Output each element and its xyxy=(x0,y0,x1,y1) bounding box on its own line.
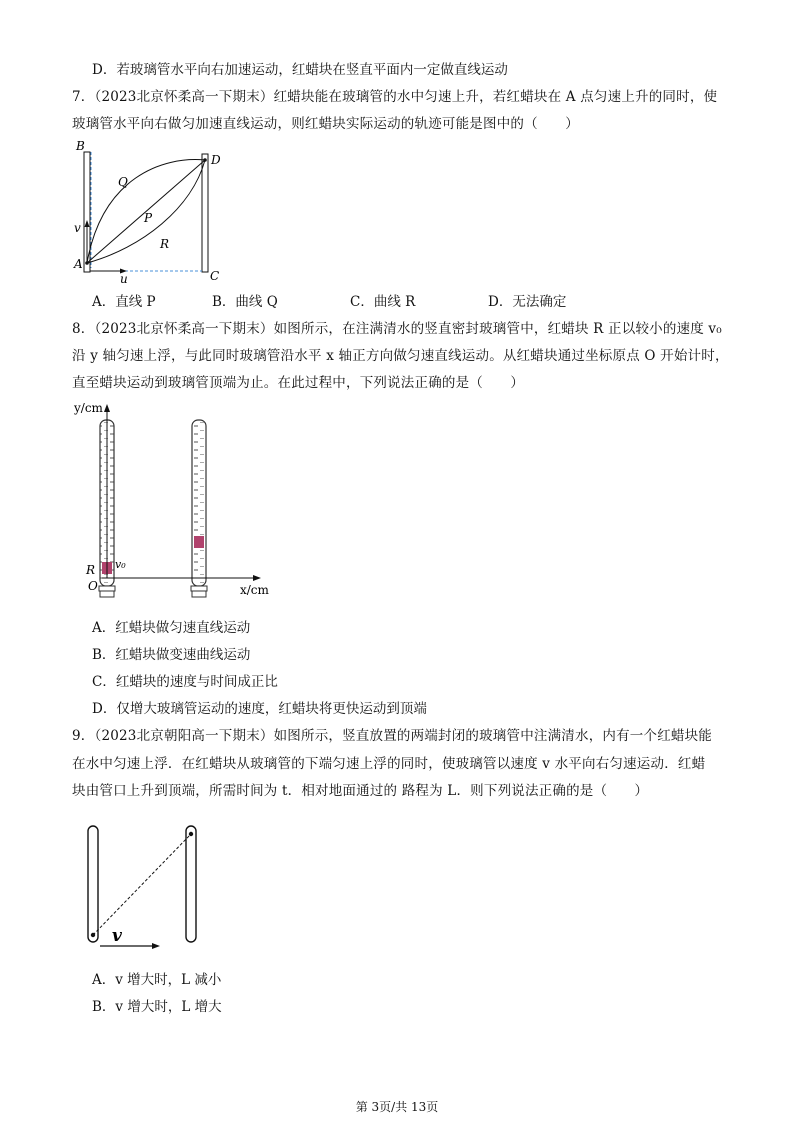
q8-x-axis-label: x/cm xyxy=(240,583,269,597)
q7-label-c: C xyxy=(210,269,220,283)
q7-label-u: u xyxy=(120,272,128,286)
q8-option-c: C．红蜡块的速度与时间成正比 xyxy=(92,674,278,690)
q9-label-v: v xyxy=(112,926,122,946)
q9-option-a: A．v 增大时，L 减小 xyxy=(92,972,222,988)
q8-tube-figure xyxy=(72,398,282,608)
q8-wax-block-right xyxy=(194,536,204,548)
q8-label-r: R xyxy=(86,563,96,577)
q7-label-r: R xyxy=(160,237,170,251)
q9-tube-figure xyxy=(80,822,210,952)
q7-label-b: B xyxy=(76,139,85,153)
q9-stem-line2: 在水中匀速上浮．在红蜡块从玻璃管的下端匀速上浮的同时，使玻璃管以速度 v 水平向右匀速运动．红蜡 xyxy=(72,756,706,772)
q7-label-q: Q xyxy=(118,175,128,189)
q7-option-a: A．直线 P xyxy=(92,294,156,310)
q7-option-d: D．无法确定 xyxy=(488,294,567,310)
q8-stem-line1: 8．（2023北京怀柔高一下期末）如图所示，在注满清水的竖直密封玻璃管中，红蜡块 R 正以较小的速度 v₀ xyxy=(72,321,722,337)
q8-stem-line2: 沿 y 轴匀速上浮，与此同时玻璃管沿水平 x 轴正方向做匀速直线运动。从红蜡块通过坐标原点 O 开始计时， xyxy=(72,348,729,364)
q8-y-axis-label: y/cm xyxy=(74,401,103,415)
q7-label-v: v xyxy=(74,221,81,235)
q7-stem-line2: 玻璃管水平向右做匀加速直线运动，则红蜡块实际运动的轨迹可能是图中的（ ） xyxy=(72,116,579,132)
q9-option-b: B．v 增大时，L 增大 xyxy=(92,999,222,1015)
q7-option-b: B．曲线 Q xyxy=(212,294,278,310)
q8-option-d: D．仅增大玻璃管运动的速度，红蜡块将更快运动到顶端 xyxy=(92,701,427,717)
q7-stem-line1: 7．（2023北京怀柔高一下期末）红蜡块能在玻璃管的水中匀速上升，若红蜡块在 A 点匀速上升的同时，使 xyxy=(72,89,718,105)
q7-trajectory-figure xyxy=(72,138,232,288)
q6-option-d: D．若玻璃管水平向右加速运动，红蜡块在竖直平面内一定做直线运动 xyxy=(92,62,508,78)
q7-label-a: A xyxy=(74,257,83,271)
q7-label-p: P xyxy=(144,211,153,225)
page-footer: 第 3页/共 13页 xyxy=(355,1100,439,1114)
q9-stem-line3: 块由管口上升到顶端，所需时间为 t．相对地面通过的 路程为 L．则下列说法正确的是（ ） xyxy=(72,783,649,799)
q7-option-c: C．曲线 R xyxy=(350,294,416,310)
q8-label-o: O xyxy=(88,579,98,593)
q8-stem-line3: 直至蜡块运动到玻璃管顶端为止。在此过程中，下列说法正确的是（ ） xyxy=(72,375,525,391)
q8-label-v0: v₀ xyxy=(115,558,126,571)
q8-option-b: B．红蜡块做变速曲线运动 xyxy=(92,647,251,663)
q9-stem-line1: 9．（2023北京朝阳高一下期末）如图所示，竖直放置的两端封闭的玻璃管中注满清水，内有一个红蜡块能 xyxy=(72,728,712,744)
q8-option-a: A．红蜡块做匀速直线运动 xyxy=(92,620,251,636)
q7-label-d: D xyxy=(211,153,221,167)
